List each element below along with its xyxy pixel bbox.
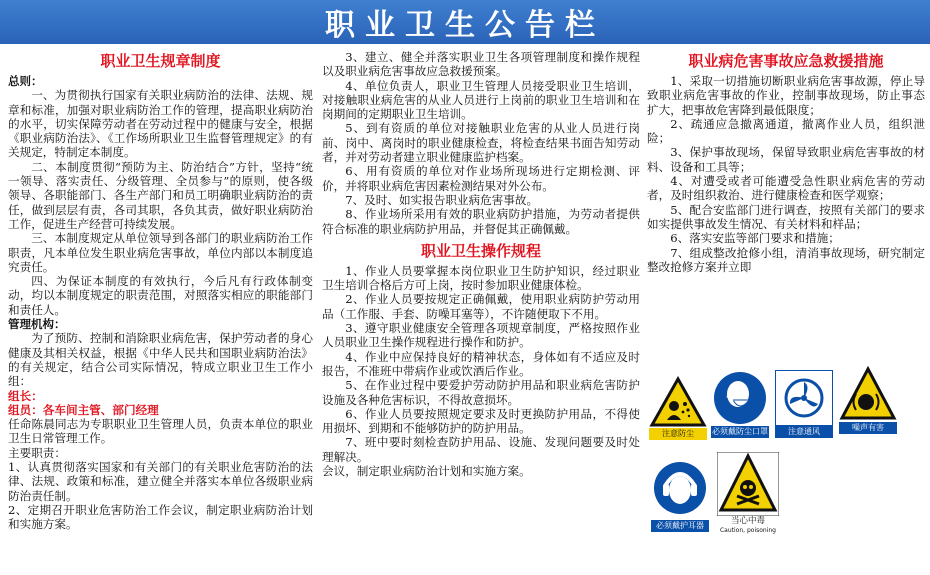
duty-item: 2、定期召开职业危害防治工作会议，制定职业病防治计划和实施方案。 [8, 502, 313, 532]
general-heading: 总则： [8, 74, 43, 88]
title-banner [0, 0, 930, 44]
sign-dust [649, 376, 707, 440]
sign-dust-mask [711, 370, 769, 438]
poison-warning-icon [717, 452, 779, 516]
duty-item: 1、认真贯彻落实国家和有关部门的有关职业危害防治的法律、法规、政策和标准，建立健全并落实本单位各级职业病防治责任制。 [8, 460, 313, 503]
sign-label: 当心中毒 [717, 516, 779, 527]
emergency-item: 2、疏通应急撤离通道，撤离作业人员，组织泄险； [647, 116, 925, 146]
dust-mask-icon [711, 370, 769, 426]
duty-item: 6、用有资质的单位对作业场所现场进行定期检测、评价，并将职业病危害因素检测结果对外公布。 [322, 164, 640, 193]
group-leader: 组长： [8, 388, 43, 403]
duty-item: 4、单位负责人，职业卫生管理人员接受职业卫生培训，对接触职业病危害的从业人员进行上岗前的职业卫生培训和在岗期间的定期职业卫生培训。 [322, 78, 640, 122]
safety-signs [647, 366, 927, 574]
ops-item: 7、班中要时刻检查防护用品、设施、发现问题要及时处理解决。 [322, 435, 640, 464]
ear-protection-icon [651, 456, 709, 520]
sign-label: 噪声有害 [839, 422, 897, 434]
duty-item: 7、及时、如实报告职业病危害事故。 [345, 192, 539, 207]
sign-label-en: Caution, poisoning [717, 527, 779, 535]
group-members: 组员：各车间主管、部门经理 [8, 402, 159, 417]
ops-item: 5、在作业过程中要爱护劳动防护用品和职业病危害防护设施及各种危害标识，不得故意损坏。 [322, 378, 640, 407]
sign-label: 注意防尘 [649, 428, 707, 440]
general-paragraph: 四、为保证本制度的有效执行，今后凡有行政体制变动，均以本制度规定的职责范围，对照落实相应的职能部门和责任人。 [8, 274, 313, 317]
duty-item: 5、到有资质的单位对接触职业危害的从业人员进行岗前、岗中、离岗时的职业健康检查，将检查结果书面告知劳动者，并对劳动者建立职业健康监护档案。 [322, 121, 640, 165]
sign-noise [839, 366, 897, 434]
ops-tail: 会议，制定职业病防治计划和实施方案。 [322, 464, 531, 479]
board-title: 职业卫生公告栏 [325, 8, 605, 43]
emergency-title: 职业病危害事故应急救援措施 [688, 52, 884, 70]
emergency-item: 5、配合安监部门进行调查，按照有关部门的要求如实提供事故发生情况、有关材料和样品； [647, 202, 925, 231]
rules-title: 职业卫生规章制度 [100, 52, 221, 70]
duties-heading: 主要职责： [8, 445, 66, 460]
sign-label: 必须戴护耳器 [651, 520, 709, 532]
general-paragraph: 一、为贯彻执行国家有关职业病防治的法律、法规、规章和标准，加强对职业病防治工作的管理，提高职业病防治的水平，切实保障劳动者在劳动过程中的健康与安全，根据《职业病防治法》、《工作场所职业卫生监督管理规定》的有关规定，特制定本制度。 [8, 88, 313, 160]
duty-item: 8、作业场所采用有效的职业病防护措施，为劳动者提供符合标准的职业病防护用品，并督促其正确佩戴。 [322, 207, 640, 236]
rules-column [8, 50, 313, 575]
general-paragraph: 二、本制度贯彻“预防为主、防治结合”方针，坚持“统一领导、落实责任、分级管理、全员参与”的原则，使各级领导、各职能部门、各生产部门和员工明确职业病防治的责任，做到层层有责，各司其职，各负其责，做好职业病防治工作，促进生产经营可持续发展。 [8, 159, 313, 231]
sign-ventilation [775, 370, 833, 438]
sign-poison [717, 452, 779, 535]
noise-warning-icon [839, 366, 897, 422]
sign-ear-protection [651, 456, 709, 532]
duty-item: 3、建立、健全并落实职业卫生各项管理制度和操作规程以及职业病危害事故应急救援预案。 [322, 50, 640, 79]
emergency-item: 4、对遭受或者可能遭受急性职业病危害的劳动者，及时组织救治、进行健康检查和医学观察； [647, 174, 925, 203]
emergency-item: 1、采取一切措施切断职业病危害事故源，停止导致职业病危害事故的作业，控制事故现场，防止事态扩大，把事故危害降到最低限度； [647, 74, 925, 117]
ops-item: 6、作业人员要按照规定要求及时更换防护用品，不得使用损坏、到期和不能够防护的防护用品。 [322, 406, 640, 436]
appointment-text: 任命陈晨同志为专职职业卫生管理人员，负责本单位的职业卫生日常管理工作。 [8, 417, 313, 446]
sign-label: 注意通风 [775, 426, 833, 438]
ventilation-icon [775, 370, 833, 426]
emergency-item: 7、组成整改抢修小组，清消事故现场，研究制定整改抢修方案并立即 [647, 245, 925, 274]
emergency-item: 3、保护事故现场，保留导致职业病危害事故的材料、设备和工具等； [647, 145, 925, 174]
ops-item: 1、作业人员要掌握本岗位职业卫生防护知识，经过职业卫生培训合格后方可上岗，按时参加职业健康体检。 [322, 263, 640, 293]
sign-label: 必须戴防尘口罩 [712, 427, 768, 436]
warning-dust-icon [649, 376, 707, 428]
ops-title: 职业卫生操作规程 [420, 241, 541, 260]
ops-item: 2、作业人员要按规定正确佩戴，使用职业病防护劳动用品（工作服、手套、防噪耳塞等），不许随便取下不用。 [322, 292, 640, 321]
duties-ops-column [322, 50, 640, 575]
org-intro: 为了预防、控制和消除职业病危害，保护劳动者的身心健康及其相关权益，根据《中华人民共和国职业病防治法》的有关规定，结合公司实际情况，特成立职业卫生工作小组： [8, 331, 313, 389]
ops-item: 4、作业中应保持良好的精神状态，身体如有不适应及时报告，不准班中带病作业或饮酒后作业。 [322, 349, 640, 378]
general-paragraph: 三、本制度规定从单位领导到各部门的职业病防治工作职责，凡本单位发生职业病危害事故，单位内部以本制度追究责任。 [8, 231, 313, 274]
emergency-item: 6、落实安监等部门要求和措施； [670, 231, 840, 246]
org-heading: 管理机构： [8, 317, 66, 332]
ops-item: 3、遵守职业健康安全管理各项规章制度，严格按照作业人员职业卫生操作规程进行操作和防护。 [322, 321, 640, 350]
